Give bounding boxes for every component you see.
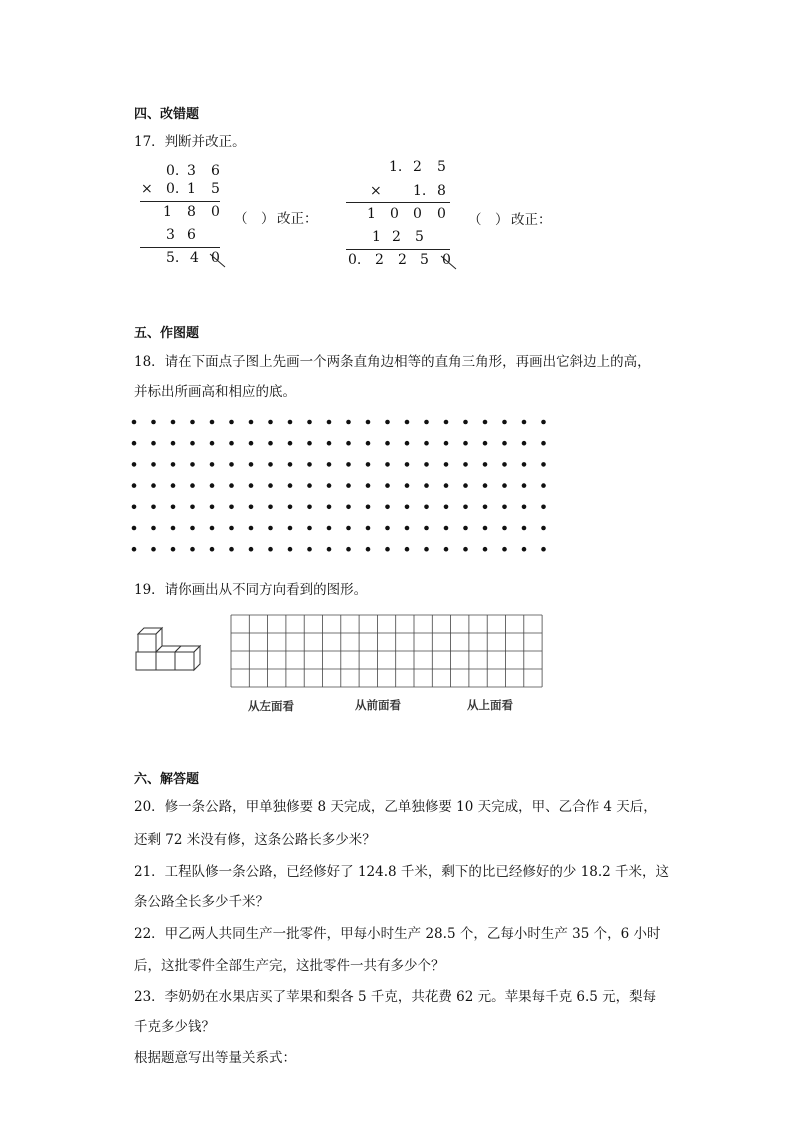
digit: 1: [187, 181, 196, 197]
grid-dot[interactable]: [522, 547, 527, 552]
grid-dot[interactable]: [502, 505, 507, 510]
view-label-front: 从前面看: [355, 698, 401, 712]
grid-dot[interactable]: [366, 505, 371, 510]
grid-dot[interactable]: [483, 526, 488, 531]
grid-dot[interactable]: [210, 505, 215, 510]
grid-dot[interactable]: [366, 420, 371, 425]
question-22-line2: 后，这批零件全部生产完，这批零件一共有多少个？: [134, 958, 445, 974]
grid-dot[interactable]: [210, 462, 215, 467]
question-18-line2: 并标出所画高和相应的底。: [134, 384, 296, 400]
calc-rule: [346, 249, 450, 250]
grid-dot[interactable]: [151, 420, 156, 425]
digit: 0: [437, 206, 446, 222]
grid-dot[interactable]: [522, 441, 527, 446]
grid-dot[interactable]: [268, 462, 273, 467]
grid-dot[interactable]: [502, 420, 507, 425]
grid-dot[interactable]: [385, 420, 390, 425]
grid-dot[interactable]: [366, 441, 371, 446]
grid-dot[interactable]: [463, 483, 468, 488]
grid-dot[interactable]: [268, 526, 273, 531]
grid-dot[interactable]: [405, 483, 410, 488]
grid-dot[interactable]: [405, 420, 410, 425]
question-20-line2: 还剩 72 米没有修，这条公路长多少米？: [134, 832, 376, 848]
grid-dot[interactable]: [151, 547, 156, 552]
grid-dot[interactable]: [229, 547, 234, 552]
grid-dot[interactable]: [268, 505, 273, 510]
grid-dot[interactable]: [346, 483, 351, 488]
grid-dot[interactable]: [327, 483, 332, 488]
calc-rule: [140, 247, 220, 248]
grid-dot[interactable]: [444, 420, 449, 425]
grid-dot[interactable]: [327, 420, 332, 425]
digit: 8: [187, 204, 196, 220]
grid-dot[interactable]: [405, 462, 410, 467]
grid-dot[interactable]: [463, 526, 468, 531]
grid-dot[interactable]: [288, 505, 293, 510]
digit: 6: [211, 163, 220, 179]
grid-dot[interactable]: [483, 420, 488, 425]
grid-dot[interactable]: [463, 462, 468, 467]
grid-dot[interactable]: [190, 441, 195, 446]
times-sign: ×: [141, 181, 153, 197]
digit: 1: [367, 206, 376, 222]
grid-dot[interactable]: [444, 483, 449, 488]
digit: 2: [413, 159, 422, 175]
grid-dot[interactable]: [385, 483, 390, 488]
grid-dot[interactable]: [346, 462, 351, 467]
grid-dot[interactable]: [288, 441, 293, 446]
question-22-line1: 22．甲乙两人共同生产一批零件，甲每小时生产 28.5 个，乙每小时生产 35 个，6 小时: [134, 926, 661, 942]
question-20-line1: 20．修一条公路，甲单独修要 8 天完成，乙单独修要 10 天完成，甲、乙合作 4 天后，: [134, 799, 657, 815]
grid-dot[interactable]: [463, 420, 468, 425]
digit: 0.: [166, 163, 180, 179]
grid-dot[interactable]: [502, 462, 507, 467]
strike-mark: [208, 252, 228, 270]
digit: 0: [211, 204, 220, 220]
grid-dot[interactable]: [151, 526, 156, 531]
grid-dot[interactable]: [307, 547, 312, 552]
grid-dot[interactable]: [249, 505, 254, 510]
digit: 2: [392, 229, 401, 245]
grid-dot[interactable]: [171, 441, 176, 446]
grid-dot[interactable]: [132, 420, 137, 425]
grid-dot[interactable]: [190, 462, 195, 467]
grid-dot[interactable]: [151, 441, 156, 446]
digit: 0: [211, 250, 220, 266]
times-sign: ×: [370, 183, 382, 199]
grid-dot[interactable]: [327, 526, 332, 531]
grid-dot[interactable]: [502, 483, 507, 488]
grid-dot[interactable]: [307, 526, 312, 531]
judge-paren-2[interactable]: （ ）: [468, 212, 509, 228]
grid-dot[interactable]: [541, 441, 546, 446]
grid-dot[interactable]: [132, 483, 137, 488]
grid-dot[interactable]: [229, 462, 234, 467]
grid-dot[interactable]: [327, 441, 332, 446]
grid-dot[interactable]: [385, 441, 390, 446]
grid-dot[interactable]: [151, 462, 156, 467]
grid-dot[interactable]: [249, 441, 254, 446]
grid-dot[interactable]: [249, 462, 254, 467]
grid-dot[interactable]: [522, 483, 527, 488]
grid-dot[interactable]: [210, 420, 215, 425]
digit: 0: [442, 252, 451, 268]
question-21-line2: 条公路全长多少千米？: [134, 894, 269, 910]
view-label-top: 从上面看: [467, 698, 513, 712]
grid-dot[interactable]: [346, 547, 351, 552]
grid-dot[interactable]: [385, 526, 390, 531]
digit: 5: [437, 159, 446, 175]
cube-stack-figure: [130, 626, 210, 684]
calc-rule: [346, 202, 450, 203]
grid-dot[interactable]: [483, 547, 488, 552]
section-heading-6: 六、解答题: [134, 772, 200, 787]
digit: 4: [190, 250, 199, 266]
grid-dot[interactable]: [132, 547, 137, 552]
grid-dot[interactable]: [483, 462, 488, 467]
grid-dot[interactable]: [288, 526, 293, 531]
grid-dot[interactable]: [327, 505, 332, 510]
grid-dot[interactable]: [541, 420, 546, 425]
grid-dot[interactable]: [366, 547, 371, 552]
grid-dot[interactable]: [190, 547, 195, 552]
grid-dot[interactable]: [424, 441, 429, 446]
grid-dot[interactable]: [522, 526, 527, 531]
grid-dot[interactable]: [210, 547, 215, 552]
grid-dot[interactable]: [424, 547, 429, 552]
grid-dot[interactable]: [307, 505, 312, 510]
grid-dot[interactable]: [463, 441, 468, 446]
question-23-equation-prompt: 根据题意写出等量关系式：: [134, 1050, 296, 1066]
grid-dot[interactable]: [405, 547, 410, 552]
grid-dot[interactable]: [502, 547, 507, 552]
grid-dot[interactable]: [307, 441, 312, 446]
question-23-line2: 千克多少钱？: [134, 1019, 215, 1035]
grid-dot[interactable]: [346, 526, 351, 531]
digit: 1: [163, 204, 172, 220]
grid-dot[interactable]: [346, 420, 351, 425]
digit: 2: [375, 252, 384, 268]
grid-dot[interactable]: [268, 420, 273, 425]
grid-dot[interactable]: [444, 526, 449, 531]
grid-dot[interactable]: [268, 483, 273, 488]
grid-dot[interactable]: [307, 483, 312, 488]
digit: 1.: [413, 183, 427, 199]
digit: 0: [413, 206, 422, 222]
grid-dot[interactable]: [366, 462, 371, 467]
grid-dot[interactable]: [249, 526, 254, 531]
grid-dot[interactable]: [307, 420, 312, 425]
grid-dot[interactable]: [288, 483, 293, 488]
digit: 0.: [348, 252, 362, 268]
digit: 3: [166, 227, 175, 243]
grid-dot[interactable]: [483, 483, 488, 488]
grid-dot[interactable]: [541, 547, 546, 552]
grid-dot[interactable]: [288, 420, 293, 425]
digit: 5: [420, 252, 429, 268]
grid-dot[interactable]: [483, 505, 488, 510]
grid-dot[interactable]: [366, 483, 371, 488]
grid-dot[interactable]: [424, 505, 429, 510]
grid-dot[interactable]: [385, 547, 390, 552]
digit: 5: [415, 229, 424, 245]
digit: 0: [390, 206, 399, 222]
grid-dot[interactable]: [229, 420, 234, 425]
grid-dot[interactable]: [424, 526, 429, 531]
grid-dot[interactable]: [405, 441, 410, 446]
square-grid[interactable]: [230, 614, 544, 688]
judge-paren-1[interactable]: （ ）: [234, 211, 275, 227]
grid-dot[interactable]: [366, 526, 371, 531]
grid-dot[interactable]: [424, 462, 429, 467]
grid-dot[interactable]: [171, 462, 176, 467]
question-21-line1: 21．工程队修一条公路，已经修好了 124.8 千米，剩下的比已经修好的少 18.2 千米，这: [134, 864, 670, 880]
grid-dot[interactable]: [385, 505, 390, 510]
grid-dot[interactable]: [463, 547, 468, 552]
grid-dot[interactable]: [327, 462, 332, 467]
grid-dot[interactable]: [307, 462, 312, 467]
grid-dot[interactable]: [405, 505, 410, 510]
grid-dot[interactable]: [151, 505, 156, 510]
grid-dot[interactable]: [444, 505, 449, 510]
question-23-line1: 23．李奶奶在水果店买了苹果和梨各 5 千克，共花费 62 元。苹果每千克 6.5 元，梨每: [134, 989, 657, 1005]
grid-dot[interactable]: [132, 441, 137, 446]
grid-dot[interactable]: [346, 505, 351, 510]
grid-dot[interactable]: [229, 505, 234, 510]
grid-dot[interactable]: [541, 462, 546, 467]
grid-dot[interactable]: [444, 441, 449, 446]
digit: 5.: [166, 250, 180, 266]
question-18-line1: 18．请在下面点子图上先画一个两条直角边相等的直角三角形，再画出它斜边上的高，: [134, 354, 651, 370]
digit: 1: [372, 229, 381, 245]
calc-rule: [140, 201, 220, 202]
grid-dot[interactable]: [171, 420, 176, 425]
fix-label-2: 改正：: [511, 212, 552, 228]
digit: 0.: [166, 181, 180, 197]
grid-dot[interactable]: [541, 505, 546, 510]
grid-dot[interactable]: [522, 462, 527, 467]
grid-dot[interactable]: [405, 526, 410, 531]
fix-label-1: 改正：: [277, 211, 318, 227]
digit: 6: [187, 227, 196, 243]
grid-dot[interactable]: [483, 441, 488, 446]
grid-dot[interactable]: [424, 420, 429, 425]
digit: 5: [211, 181, 220, 197]
strike-mark: [439, 254, 459, 272]
section-heading-5: 五、作图题: [134, 326, 200, 341]
grid-dot[interactable]: [132, 462, 137, 467]
grid-dot[interactable]: [210, 441, 215, 446]
digit: 8: [437, 183, 446, 199]
grid-dot[interactable]: [210, 483, 215, 488]
grid-dot[interactable]: [190, 526, 195, 531]
grid-dot[interactable]: [249, 547, 254, 552]
grid-dot[interactable]: [268, 547, 273, 552]
view-label-left: 从左面看: [248, 699, 294, 713]
grid-dot[interactable]: [171, 505, 176, 510]
grid-dot[interactable]: [541, 483, 546, 488]
grid-dot[interactable]: [522, 505, 527, 510]
grid-dot[interactable]: [541, 526, 546, 531]
grid-dot[interactable]: [190, 505, 195, 510]
grid-dot[interactable]: [502, 526, 507, 531]
grid-dot[interactable]: [171, 483, 176, 488]
grid-dot[interactable]: [424, 483, 429, 488]
grid-dot[interactable]: [385, 462, 390, 467]
grid-dot[interactable]: [132, 526, 137, 531]
section-heading-4: 四、改错题: [134, 107, 200, 122]
grid-dot[interactable]: [268, 441, 273, 446]
question-17-prompt: 17．判断并改正。: [134, 134, 246, 150]
digit: 3: [187, 163, 196, 179]
grid-dot[interactable]: [171, 547, 176, 552]
grid-dot[interactable]: [132, 505, 137, 510]
grid-dot[interactable]: [502, 441, 507, 446]
grid-dot[interactable]: [288, 547, 293, 552]
grid-dot[interactable]: [288, 462, 293, 467]
dot-grid[interactable]: [125, 410, 555, 560]
grid-dot[interactable]: [444, 547, 449, 552]
grid-dot[interactable]: [171, 526, 176, 531]
grid-dot[interactable]: [249, 420, 254, 425]
digit: 2: [398, 252, 407, 268]
grid-dot[interactable]: [151, 483, 156, 488]
grid-dot[interactable]: [190, 483, 195, 488]
grid-dot[interactable]: [229, 483, 234, 488]
grid-dot[interactable]: [346, 441, 351, 446]
grid-dot[interactable]: [229, 441, 234, 446]
grid-dot[interactable]: [210, 526, 215, 531]
grid-dot[interactable]: [522, 420, 527, 425]
grid-dot[interactable]: [229, 526, 234, 531]
grid-dot[interactable]: [327, 547, 332, 552]
grid-dot[interactable]: [444, 462, 449, 467]
grid-dot[interactable]: [249, 483, 254, 488]
grid-dot[interactable]: [190, 420, 195, 425]
grid-dot[interactable]: [463, 505, 468, 510]
digit: 1.: [389, 159, 403, 175]
question-19-prompt: 19．请你画出从不同方向看到的图形。: [134, 582, 368, 598]
